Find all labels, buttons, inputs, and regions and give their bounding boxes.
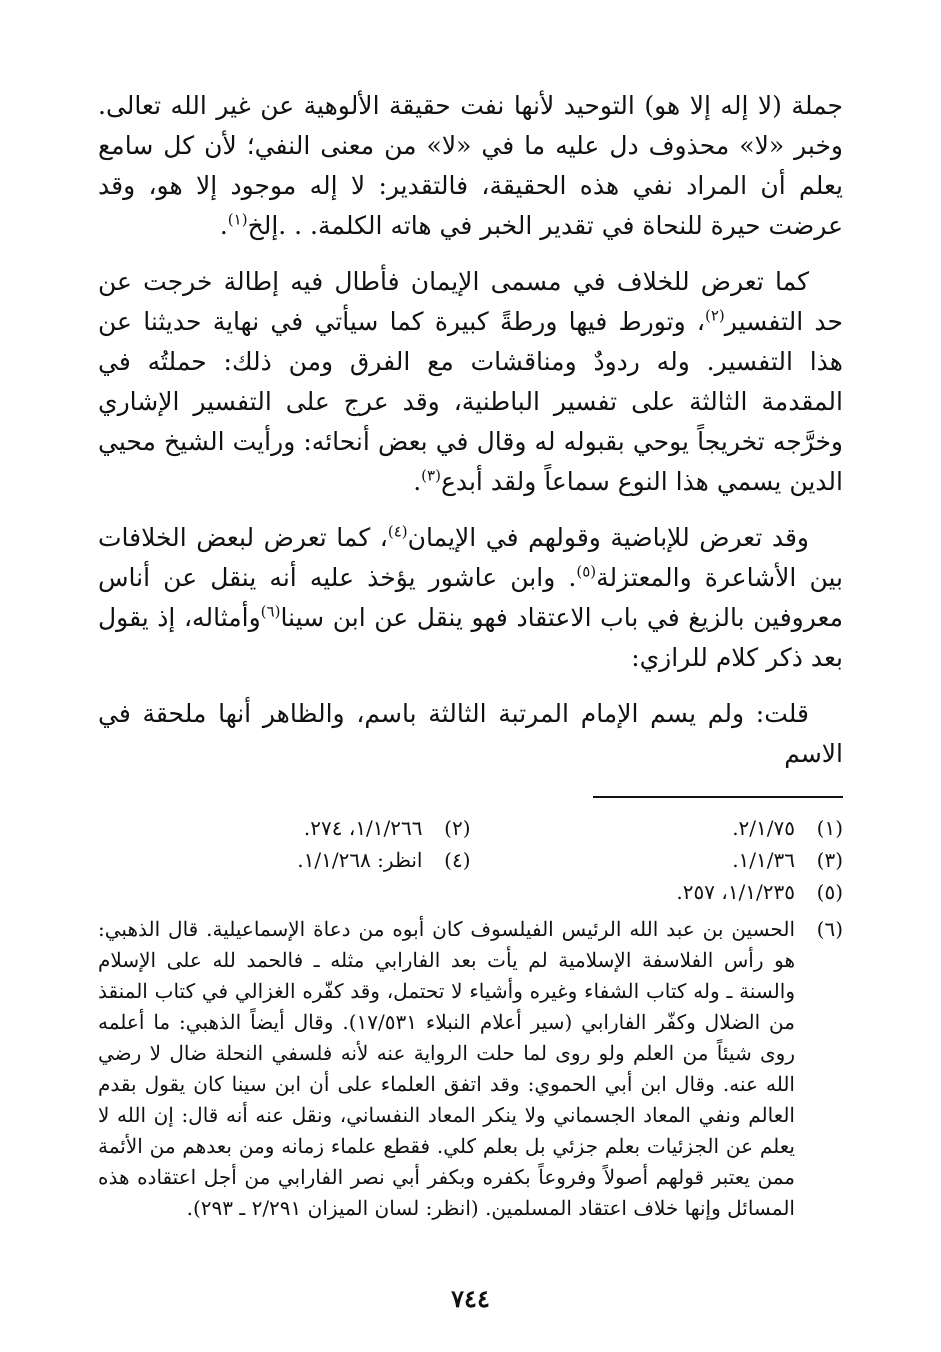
paragraph-4 bbox=[98, 694, 843, 774]
paragraph-2-text-a: كما تعرض للخلاف في مسمى الإيمان فأطال فيه إطالة خرجت عن حد التفسير bbox=[98, 267, 844, 336]
footnote-row bbox=[98, 844, 843, 876]
footnote-ref-4[interactable]: (٤) bbox=[387, 522, 408, 541]
footnote-text: انظر: ١/١/٢٦٨. bbox=[297, 848, 423, 872]
footnote-ref-3[interactable]: (٣) bbox=[421, 466, 441, 485]
footnote-5 bbox=[471, 876, 844, 908]
footnote-number: (٤) bbox=[444, 848, 471, 872]
page-number: ٧٤٤ bbox=[451, 1284, 490, 1313]
footnote-number: (٢) bbox=[444, 816, 471, 840]
footnote-ref-5[interactable]: (٥) bbox=[576, 562, 597, 581]
paragraph-3 bbox=[98, 518, 843, 678]
paragraph-3-text-d: وأمثاله، إذ يقول بعد ذكر كلام للرازي: bbox=[98, 603, 843, 672]
footnotes-short bbox=[98, 812, 843, 908]
paragraph-1 bbox=[98, 86, 843, 246]
paragraph-3-text-a: وقد تعرض للإباضية وقولهم في الإيمان bbox=[407, 523, 809, 552]
footnote-6 bbox=[98, 914, 843, 1224]
paragraph-2-text-b: ، وتورط فيها ورطةً كبيرة كما سيأتي في نهاية حديثنا عن هذا التفسير. وله ردودٌ ومناقشات مع الفرق ومن ذلك: حملتُه في المقدمة الثالثة على تفسير الباطنية، وقد عرج على التفسير الإشاري وخرَّجه تخريجاً يوحي بقبوله له وقال في بعض أنحائه: ورأيت الشيخ محيي الدين يسمي هذا النوع سماعاً ولقد أبدع bbox=[98, 307, 843, 496]
footnote-number: (١) bbox=[816, 816, 843, 840]
paragraph-3-text-b: ، كما تعرض لبعض الخلافات بين الأشاعرة والمعتزلة bbox=[98, 523, 843, 592]
footnote-text: ١/١/٢٦٦، ٢٧٤. bbox=[303, 816, 423, 840]
paragraph-1-end: . bbox=[219, 211, 228, 240]
main-text bbox=[98, 86, 843, 790]
footnote-row bbox=[98, 876, 843, 908]
footnote-text: ١/١/٣٦. bbox=[732, 848, 795, 872]
footnote-ref-6[interactable]: (٦) bbox=[260, 602, 281, 621]
paragraph-3-text-c: . وابن عاشور يؤخذ عليه أنه ينقل عن أناس معروفين بالزيغ في باب الاعتقاد فهو ينقل عن ابن سينا bbox=[98, 563, 843, 632]
paragraph-2 bbox=[98, 262, 843, 502]
footnote-ref-2[interactable]: (٢) bbox=[705, 306, 725, 325]
footnote-2 bbox=[98, 812, 471, 844]
paragraph-2-end: . bbox=[413, 467, 422, 496]
paragraph-4-text: قلت: ولم يسم الإمام المرتبة الثالثة باسم، والظاهر أنها ملحقة في الاسم bbox=[98, 699, 843, 768]
footnote-number: (٣) bbox=[816, 848, 843, 872]
footnote-ref-1[interactable]: (١) bbox=[227, 210, 248, 229]
footnote-number: (٥) bbox=[816, 880, 843, 904]
footnote-number: (٦) bbox=[816, 917, 843, 941]
footnote-row bbox=[98, 812, 843, 844]
paragraph-1-text: جملة (لا إله إلا هو) التوحيد لأنها نفت حقيقة الألوهية عن غير الله تعالى. وخبر «لا» محذوف دل عليه ما في «لا» من معنى النفي؛ لأن كل سامع يعلم أن المراد نفي هذه الحقيقة، فالتقدير: لا إله موجود إلا هو، وقد عرضت حيرة للنحاة في تقدير الخبر في هاته الكلمة. . .إلخ bbox=[98, 91, 843, 240]
footnote-text: ٢/١/٧٥. bbox=[732, 816, 795, 840]
footnote-text: الحسين بن عبد الله الرئيس الفيلسوف كان أبوه من دعاة الإسماعيلية. قال الذهبي: هو رأس الفلاسفة الإسلامية لم يأت بعد الفارابي مثله ـ فالحمد لله على الإسلام والسنة ـ وله كتاب الشفاء وغيره وأشياء لا تحتمل، وقد كفّره الغزالي في كتاب المنقذ من الضلال وكفّر الفارابي (سير أعلام النبلاء ١٧/٥٣١). وقال أيضاً الذهبي: ما أعلمه روى شيئاً من العلم ولو روى لما حلت الرواية عنه لأنه فلسفي النحلة ضال لا رضي الله عنه. وقال ابن أبي الحموي: وقد اتفق العلماء على أن ابن سينا كان يقول بقدم العالم ونفي المعاد الجسماني ولا ينكر المعاد النفساني، ونقل عنه أنه قال: إن الله لا يعلم عن الجزئيات بعلم جزئي بل بعلم كلي. فقطع علماء زمانه ومن بعدهم من الأئمة ممن يعتبر قولهم أصولاً وفروعاً بكفره وبكفر أبي نصر الفارابي من أجل اعتقاده هذه المسائل وإنها خلاف اعتقاد المسلمين. (انظر: لسان الميزان ٢/٢٩١ ـ ٢٩٣). bbox=[98, 917, 796, 1220]
footnote-divider bbox=[593, 796, 843, 798]
footnote-1 bbox=[471, 812, 844, 844]
footnote-4 bbox=[98, 844, 471, 876]
footnote-3 bbox=[471, 844, 844, 876]
footnote-text: ١/١/٢٣٥، ٢٥٧. bbox=[676, 880, 795, 904]
